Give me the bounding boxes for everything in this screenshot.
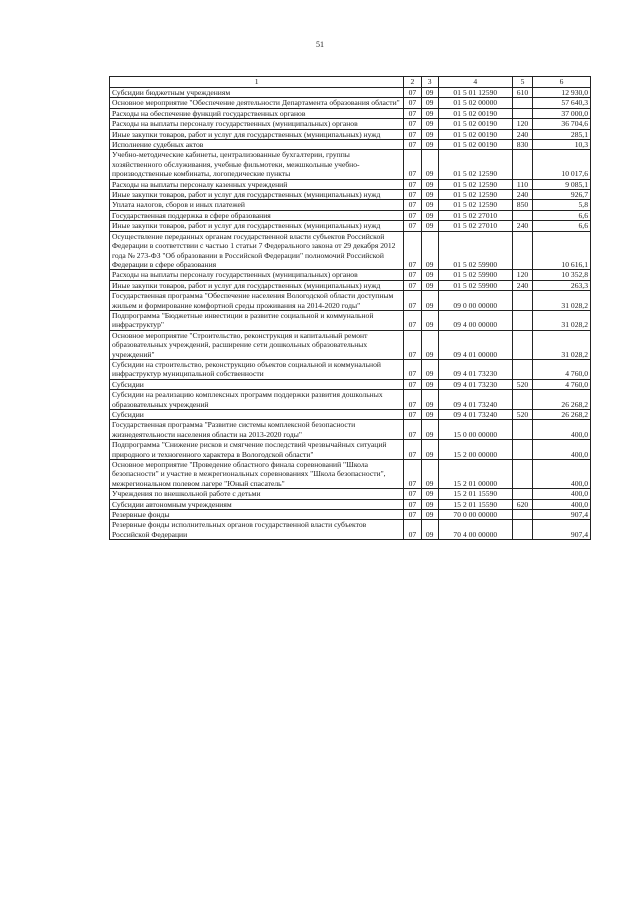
row-expense-type <box>512 510 532 520</box>
row-amount: 926,7 <box>533 190 591 200</box>
row-name: Государственная программа "Развитие системы комплексной безопасности жизнедеятельности населения области на 2013-2020 годы" <box>110 420 404 440</box>
row-expense-type <box>512 231 532 270</box>
table-row <box>110 410 591 420</box>
table-row <box>110 520 591 540</box>
header-name: 1 <box>110 77 404 88</box>
row-amount: 31 028,2 <box>533 310 591 330</box>
row-name: Резервные фонды <box>110 510 404 520</box>
row-section: 07 <box>404 390 421 410</box>
row-section: 07 <box>404 379 421 389</box>
row-subsection: 09 <box>421 200 438 210</box>
row-target-article: 01 5 02 12590 <box>438 200 512 210</box>
table-row <box>110 179 591 189</box>
row-name: Подпрограмма "Снижение рисков и смягчение последствий чрезвычайных ситуаций природного и техногенного характера в Вологодской области" <box>110 440 404 460</box>
row-section: 07 <box>404 190 421 200</box>
row-subsection: 09 <box>421 88 438 98</box>
row-section: 07 <box>404 489 421 499</box>
row-target-article: 01 5 02 27010 <box>438 210 512 220</box>
table-row <box>110 190 591 200</box>
row-target-article: 01 5 02 00190 <box>438 108 512 118</box>
table-row <box>110 460 591 489</box>
row-expense-type <box>512 489 532 499</box>
row-name: Учебно-методические кабинеты, централизованные бухгалтерии, группы хозяйственного обслуживания, учебные фильмотеки, межшкольные учебно-производственные комбинаты, логопедические пункты <box>110 150 404 179</box>
row-name: Иные закупки товаров, работ и услуг для государственных (муниципальных) нужд <box>110 221 404 231</box>
row-expense-type: 520 <box>512 410 532 420</box>
row-expense-type: 120 <box>512 119 532 129</box>
table-row <box>110 379 591 389</box>
row-target-article: 01 5 02 59900 <box>438 280 512 290</box>
row-expense-type <box>512 330 532 359</box>
row-name: Подпрограмма "Бюджетные инвестиции в развитие социальной и коммунальной инфраструктур" <box>110 310 404 330</box>
table-row <box>110 108 591 118</box>
row-target-article: 01 5 02 12590 <box>438 150 512 179</box>
row-amount: 37 000,0 <box>533 108 591 118</box>
row-name: Субсидии на реализацию комплексных программ поддержки развития дошкольных образовательных учреждений <box>110 390 404 410</box>
header-target-article: 4 <box>438 77 512 88</box>
table-row <box>110 330 591 359</box>
table-row <box>110 440 591 460</box>
row-amount: 4 760,0 <box>533 379 591 389</box>
row-expense-type <box>512 440 532 460</box>
row-expense-type <box>512 359 532 379</box>
row-name: Иные закупки товаров, работ и услуг для государственных (муниципальных) нужд <box>110 280 404 290</box>
row-name: Учреждения по внешкольной работе с детьми <box>110 489 404 499</box>
row-section: 07 <box>404 179 421 189</box>
row-expense-type <box>512 98 532 108</box>
row-amount: 907,4 <box>533 510 591 520</box>
row-subsection: 09 <box>421 190 438 200</box>
row-amount: 26 268,2 <box>533 390 591 410</box>
row-expense-type: 240 <box>512 280 532 290</box>
row-name: Государственная поддержка в сфере образования <box>110 210 404 220</box>
row-expense-type <box>512 390 532 410</box>
table-row <box>110 390 591 410</box>
row-target-article: 01 5 02 00190 <box>438 129 512 139</box>
row-subsection: 09 <box>421 489 438 499</box>
row-name: Субсидии на строительство, реконструкцию объектов социальной и коммунальной инфраструктур муниципальной собственности <box>110 359 404 379</box>
row-name: Иные закупки товаров, работ и услуг для государственных (муниципальных) нужд <box>110 190 404 200</box>
row-expense-type <box>512 210 532 220</box>
row-amount: 400,0 <box>533 460 591 489</box>
table-row <box>110 359 591 379</box>
row-target-article: 15 0 00 00000 <box>438 420 512 440</box>
row-name: Расходы на выплаты персоналу казенных учреждений <box>110 179 404 189</box>
row-section: 07 <box>404 359 421 379</box>
row-name: Субсидии <box>110 379 404 389</box>
header-expense-type: 5 <box>512 77 532 88</box>
row-section: 07 <box>404 440 421 460</box>
table-row <box>110 291 591 311</box>
row-amount: 36 704,6 <box>533 119 591 129</box>
row-expense-type: 610 <box>512 88 532 98</box>
row-subsection: 09 <box>421 210 438 220</box>
row-name: Государственная программа "Обеспечение населения Вологодской области доступным жильем и формирование комфортной среды проживания на 2014-2020 годы" <box>110 291 404 311</box>
row-subsection: 09 <box>421 179 438 189</box>
row-subsection: 09 <box>421 119 438 129</box>
row-name: Расходы на обеспечение функций государственных органов <box>110 108 404 118</box>
row-section: 07 <box>404 150 421 179</box>
row-target-article: 01 5 02 12590 <box>438 179 512 189</box>
row-expense-type: 120 <box>512 270 532 280</box>
row-name: Субсидии автономным учреждениям <box>110 499 404 509</box>
table-row <box>110 88 591 98</box>
row-target-article: 70 0 00 00000 <box>438 510 512 520</box>
row-subsection: 09 <box>421 280 438 290</box>
table-row <box>110 510 591 520</box>
row-name: Субсидии <box>110 410 404 420</box>
row-name: Уплата налогов, сборов и иных платежей <box>110 200 404 210</box>
row-subsection: 09 <box>421 390 438 410</box>
table-row <box>110 280 591 290</box>
row-section: 07 <box>404 119 421 129</box>
table-row <box>110 489 591 499</box>
row-target-article: 01 5 02 12590 <box>438 190 512 200</box>
row-section: 07 <box>404 140 421 150</box>
row-subsection: 09 <box>421 440 438 460</box>
row-expense-type: 850 <box>512 200 532 210</box>
table-row <box>110 200 591 210</box>
table-row <box>110 270 591 280</box>
row-subsection: 09 <box>421 359 438 379</box>
table-row <box>110 129 591 139</box>
row-section: 07 <box>404 280 421 290</box>
row-expense-type: 240 <box>512 221 532 231</box>
header-row <box>110 77 591 88</box>
row-section: 07 <box>404 221 421 231</box>
row-subsection: 09 <box>421 460 438 489</box>
table-row <box>110 140 591 150</box>
row-section: 07 <box>404 291 421 311</box>
row-section: 07 <box>404 129 421 139</box>
row-target-article: 01 5 02 59900 <box>438 231 512 270</box>
table-row <box>110 150 591 179</box>
row-target-article: 09 0 00 00000 <box>438 291 512 311</box>
row-target-article: 15 2 00 00000 <box>438 440 512 460</box>
table-row <box>110 98 591 108</box>
row-section: 07 <box>404 330 421 359</box>
row-name: Иные закупки товаров, работ и услуг для государственных (муниципальных) нужд <box>110 129 404 139</box>
row-target-article: 09 4 01 73230 <box>438 359 512 379</box>
header-section: 2 <box>404 77 421 88</box>
row-target-article: 70 4 00 00000 <box>438 520 512 540</box>
row-section: 07 <box>404 310 421 330</box>
row-target-article: 15 2 01 00000 <box>438 460 512 489</box>
row-section: 07 <box>404 108 421 118</box>
table-row <box>110 119 591 129</box>
row-expense-type <box>512 310 532 330</box>
row-target-article: 09 4 00 00000 <box>438 310 512 330</box>
row-section: 07 <box>404 520 421 540</box>
row-subsection: 09 <box>421 98 438 108</box>
row-expense-type: 830 <box>512 140 532 150</box>
row-expense-type: 240 <box>512 190 532 200</box>
row-section: 07 <box>404 499 421 509</box>
table-row <box>110 310 591 330</box>
row-amount: 4 760,0 <box>533 359 591 379</box>
row-expense-type <box>512 291 532 311</box>
row-expense-type: 110 <box>512 179 532 189</box>
row-subsection: 09 <box>421 330 438 359</box>
row-amount: 400,0 <box>533 420 591 440</box>
row-amount: 907,4 <box>533 520 591 540</box>
row-subsection: 09 <box>421 499 438 509</box>
row-amount: 400,0 <box>533 440 591 460</box>
row-name: Основное мероприятие "Строительство, реконструкция и капитальный ремонт образовательных учреждений, расширение сети дошкольных образовательных учреждений" <box>110 330 404 359</box>
row-subsection: 09 <box>421 379 438 389</box>
row-target-article: 09 4 01 00000 <box>438 330 512 359</box>
row-subsection: 09 <box>421 129 438 139</box>
row-subsection: 09 <box>421 410 438 420</box>
row-section: 07 <box>404 210 421 220</box>
row-section: 07 <box>404 460 421 489</box>
row-expense-type <box>512 420 532 440</box>
row-subsection: 09 <box>421 140 438 150</box>
row-target-article: 01 5 02 27010 <box>438 221 512 231</box>
row-amount: 10 017,6 <box>533 150 591 179</box>
row-name: Резервные фонды исполнительных органов государственной власти субъектов Российской Федерации <box>110 520 404 540</box>
row-subsection: 09 <box>421 150 438 179</box>
row-amount: 6,6 <box>533 210 591 220</box>
table-row <box>110 231 591 270</box>
row-target-article: 01 5 02 00190 <box>438 140 512 150</box>
table-row <box>110 210 591 220</box>
row-name: Основное мероприятие "Проведение областного финала соревнований "Школа безопасности" и участие в межрегиональных соревнованиях "Школа безопасности", межрегиональном полевом лагере "Юный спасатель" <box>110 460 404 489</box>
row-section: 07 <box>404 510 421 520</box>
row-target-article: 09 4 01 73230 <box>438 379 512 389</box>
row-amount: 57 640,3 <box>533 98 591 108</box>
row-section: 07 <box>404 410 421 420</box>
row-amount: 6,6 <box>533 221 591 231</box>
row-subsection: 09 <box>421 510 438 520</box>
row-name: Субсидии бюджетным учреждениям <box>110 88 404 98</box>
row-subsection: 09 <box>421 291 438 311</box>
row-expense-type: 240 <box>512 129 532 139</box>
row-name: Расходы на выплаты персоналу государственных (муниципальных) органов <box>110 270 404 280</box>
row-amount: 285,1 <box>533 129 591 139</box>
row-subsection: 09 <box>421 221 438 231</box>
row-expense-type: 620 <box>512 499 532 509</box>
row-subsection: 09 <box>421 231 438 270</box>
row-name: Основное мероприятие "Обеспечение деятельности Департамента образования области" <box>110 98 404 108</box>
table-row <box>110 221 591 231</box>
header-subsection: 3 <box>421 77 438 88</box>
row-section: 07 <box>404 98 421 108</box>
row-amount: 5,8 <box>533 200 591 210</box>
row-target-article: 01 5 02 00000 <box>438 98 512 108</box>
row-expense-type <box>512 520 532 540</box>
row-target-article: 09 4 01 73240 <box>438 390 512 410</box>
row-amount: 10 352,8 <box>533 270 591 280</box>
table-body <box>110 88 591 540</box>
row-amount: 400,0 <box>533 489 591 499</box>
row-amount: 26 268,2 <box>533 410 591 420</box>
row-amount: 12 930,0 <box>533 88 591 98</box>
row-section: 07 <box>404 200 421 210</box>
row-expense-type <box>512 460 532 489</box>
row-expense-type <box>512 150 532 179</box>
row-amount: 31 028,2 <box>533 330 591 359</box>
table-row <box>110 499 591 509</box>
row-amount: 31 028,2 <box>533 291 591 311</box>
budget-table <box>109 76 591 540</box>
row-name: Расходы на выплаты персоналу государственных (муниципальных) органов <box>110 119 404 129</box>
row-target-article: 09 4 01 73240 <box>438 410 512 420</box>
row-amount: 10 616,1 <box>533 231 591 270</box>
row-target-article: 01 5 02 59900 <box>438 270 512 280</box>
page-number: 51 <box>316 40 324 49</box>
row-section: 07 <box>404 420 421 440</box>
row-target-article: 01 5 02 00190 <box>438 119 512 129</box>
row-target-article: 15 2 01 15590 <box>438 489 512 499</box>
row-amount: 10,3 <box>533 140 591 150</box>
row-subsection: 09 <box>421 310 438 330</box>
table-row <box>110 420 591 440</box>
header-amount: 6 <box>533 77 591 88</box>
row-subsection: 09 <box>421 108 438 118</box>
row-subsection: 09 <box>421 270 438 280</box>
row-amount: 263,3 <box>533 280 591 290</box>
row-name: Осуществление переданных органам государственной власти субъектов Российской Федерации в соответствии с частью 1 статьи 7 Федерального закона от 29 декабря 2012 года № 273-ФЗ "Об образовании в Российской Федерации" полномочий Российской Федерации в сфере образования <box>110 231 404 270</box>
row-target-article: 15 2 01 15590 <box>438 499 512 509</box>
row-section: 07 <box>404 88 421 98</box>
row-subsection: 09 <box>421 520 438 540</box>
row-section: 07 <box>404 270 421 280</box>
row-name: Исполнение судебных актов <box>110 140 404 150</box>
row-section: 07 <box>404 231 421 270</box>
row-amount: 400,0 <box>533 499 591 509</box>
row-subsection: 09 <box>421 420 438 440</box>
row-expense-type: 520 <box>512 379 532 389</box>
row-target-article: 01 5 01 12590 <box>438 88 512 98</box>
row-amount: 9 085,1 <box>533 179 591 189</box>
row-expense-type <box>512 108 532 118</box>
